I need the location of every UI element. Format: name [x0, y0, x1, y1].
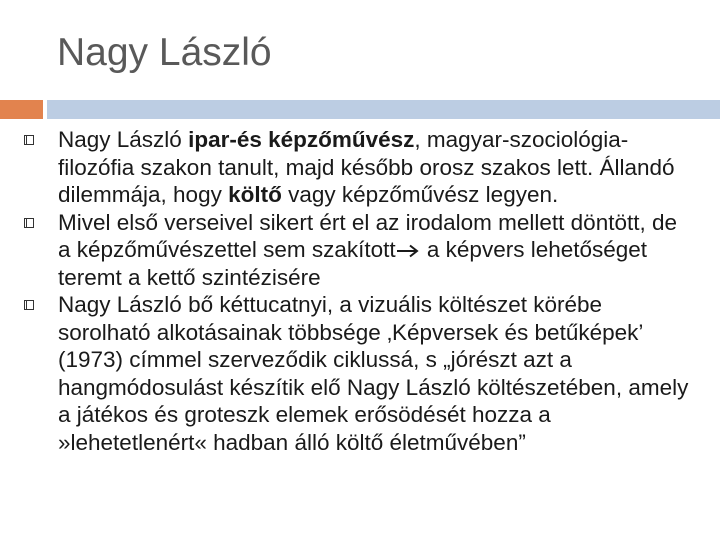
bullet-item-2	[22, 209, 692, 292]
accent-bar-orange	[0, 100, 43, 119]
accent-bar-blue	[47, 100, 720, 119]
bullet-1-text-c: vagy képzőművész legyen.	[281, 182, 559, 207]
hollow-square-bullet-icon	[24, 135, 34, 145]
content-area	[22, 126, 692, 540]
bullet-1-bold-b: költő	[228, 182, 282, 207]
bullet-2-text-a: Mivel első verseivel sikert ért el az irodalom mellett döntött, de a képzőművészettel sem szakított	[58, 209, 678, 262]
bullet-item-3	[22, 291, 692, 456]
slide-title: Nagy László	[57, 31, 272, 74]
bullet-1-bold-a: ipar-és képzőművész	[188, 127, 415, 152]
bullet-3-text: Nagy László bő kéttucatnyi, a vizuális költészet körébe sorolható alkotásainak többsége ‚Képversek és betűképek’ (1973) címmel szerveződik ciklussá, s „jórészt azt a hangmódosulást készítik elő Nagy László költészetében, amely a játékos és groteszk elemek erősödését hozza a »lehetetlenért« hadban álló költő életművében”	[58, 292, 689, 455]
bullet-2-text-b: a képvers lehetőséget teremt a kettő szintézisére	[58, 237, 648, 290]
bullet-item-1	[22, 126, 692, 209]
right-arrow-icon	[396, 244, 420, 258]
bullet-1-text-b: , magyar-szociológia-filozófia szakon tanult, majd később orosz szakos lett. Állandó dilemmája, hogy	[58, 127, 675, 207]
bullet-1-text-a: Nagy László	[58, 127, 189, 152]
hollow-square-bullet-icon	[24, 218, 34, 228]
hollow-square-bullet-icon	[24, 300, 34, 310]
bullet-list	[22, 126, 692, 456]
